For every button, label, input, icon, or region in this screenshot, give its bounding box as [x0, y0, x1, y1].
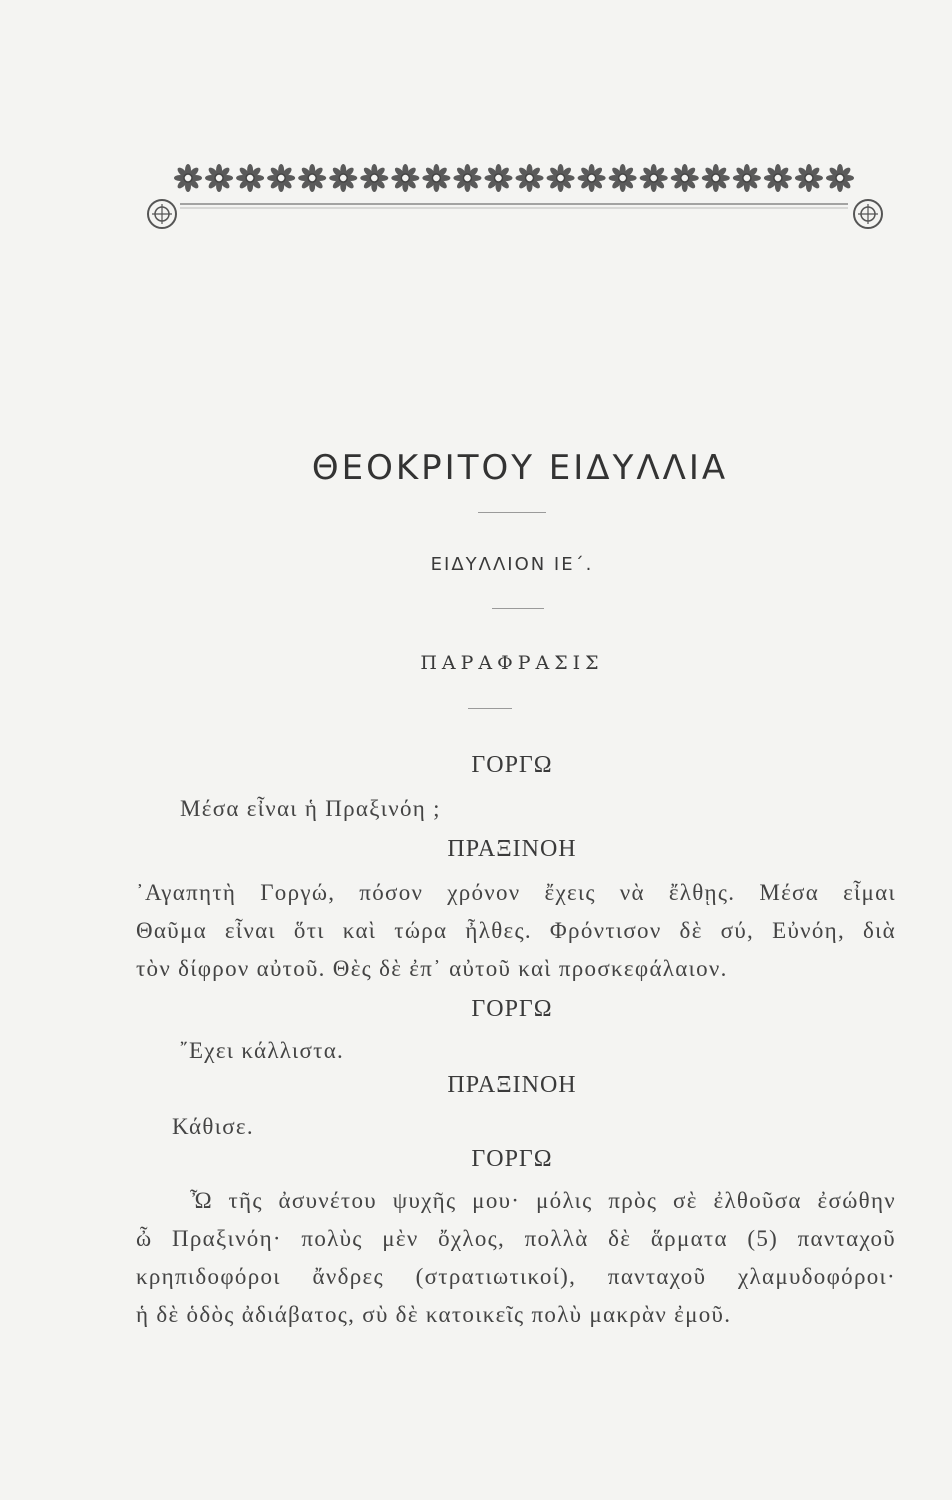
rosette-icon [267, 164, 295, 192]
right-corner-rosette-icon [854, 200, 882, 228]
dialogue-line: Μέσα εἶναι ἡ Πραξινόη ; [180, 796, 441, 821]
rosette-icon [205, 164, 233, 192]
rosette-icon [733, 164, 761, 192]
rosette-icon [578, 164, 606, 192]
subtitle-divider [492, 608, 544, 609]
page-title: ΘΕΟΚΡΙΤΟΥ ΕΙΔΥΛΛΙΑ [311, 448, 729, 488]
dialogue-line: Θαῦμα εἶναι ὅτι καὶ τώρα ἦλθες. Φρόντισον δὲ σύ, Εὐνόη, διὰ [136, 918, 896, 943]
speaker-label: ΠΡΑΞΙΝΟΗ [447, 836, 577, 862]
dialogue-line: ῎Εχει κάλλιστα. [180, 1038, 345, 1063]
left-corner-rosette-icon [148, 200, 176, 228]
rosette-icon [174, 164, 202, 192]
dialogue-line: ἡ δὲ ὁδὸς ἀδιάβατος, σὺ δὲ κατοικεῖς πολὺ μακρὰν ἐμοῦ. [136, 1302, 732, 1327]
rosette-icon [453, 164, 481, 192]
idyll-subtitle: ΕΙΔΥΛΛΙΟΝ ΙΕ΄. [430, 554, 594, 575]
speaker-label: ΠΡΑΞΙΝΟΗ [447, 1072, 577, 1098]
rosette-icon [609, 164, 637, 192]
paraphrase-divider [468, 708, 512, 709]
dialogue-line: Κάθισε. [172, 1114, 254, 1139]
rosette-icon [236, 164, 264, 192]
rosette-icon [298, 164, 326, 192]
rosette-icon [484, 164, 512, 192]
rosette-icon [764, 164, 792, 192]
rosette-icon [547, 164, 575, 192]
rosette-icon [516, 164, 544, 192]
rosette-icon [671, 164, 699, 192]
dialogue-line: ὦ Πραξινόη· πολὺς μὲν ὄχλος, πολλὰ δὲ ἅρματα (5) πανταχοῦ [136, 1226, 896, 1251]
speaker-label: ΓΟΡΓΩ [471, 752, 553, 778]
rosette-icon [640, 164, 668, 192]
title-divider [478, 512, 546, 513]
rosette-icon [795, 164, 823, 192]
rosette-icon [329, 164, 357, 192]
rosette-icon [422, 164, 450, 192]
rosette-icon [391, 164, 419, 192]
dialogue-line: Ὦ τῆς ἀσυνέτου ψυχῆς μου· μόλις πρὸς σὲ ἐλθοῦσα ἐσώθην [190, 1188, 896, 1213]
dialogue-line: κρηπιδοφόροι ἄνδρες (στρατιωτικοί), πανταχοῦ χλαμυδοφόροι· [136, 1264, 896, 1289]
ornament-band [140, 152, 888, 242]
speaker-label: ΓΟΡΓΩ [471, 996, 553, 1022]
dialogue-line: τὸν δίφρον αὐτοῦ. Θὲς δὲ ἐπ᾿ αὐτοῦ καὶ προσκεφάλαιον. [136, 956, 728, 981]
rosette-icon [826, 164, 854, 192]
speaker-label: ΓΟΡΓΩ [471, 1146, 553, 1172]
rosette-icon [702, 164, 730, 192]
dialogue-line: ᾿Αγαπητὴ Γοργώ, πόσον χρόνον ἔχεις νὰ ἔλθῃς. Μέσα εἶμαι [136, 880, 896, 905]
paraphrase-heading: ΠΑΡΑΦΡΑΣΙΣ [420, 652, 604, 674]
rosette-icon [360, 164, 388, 192]
